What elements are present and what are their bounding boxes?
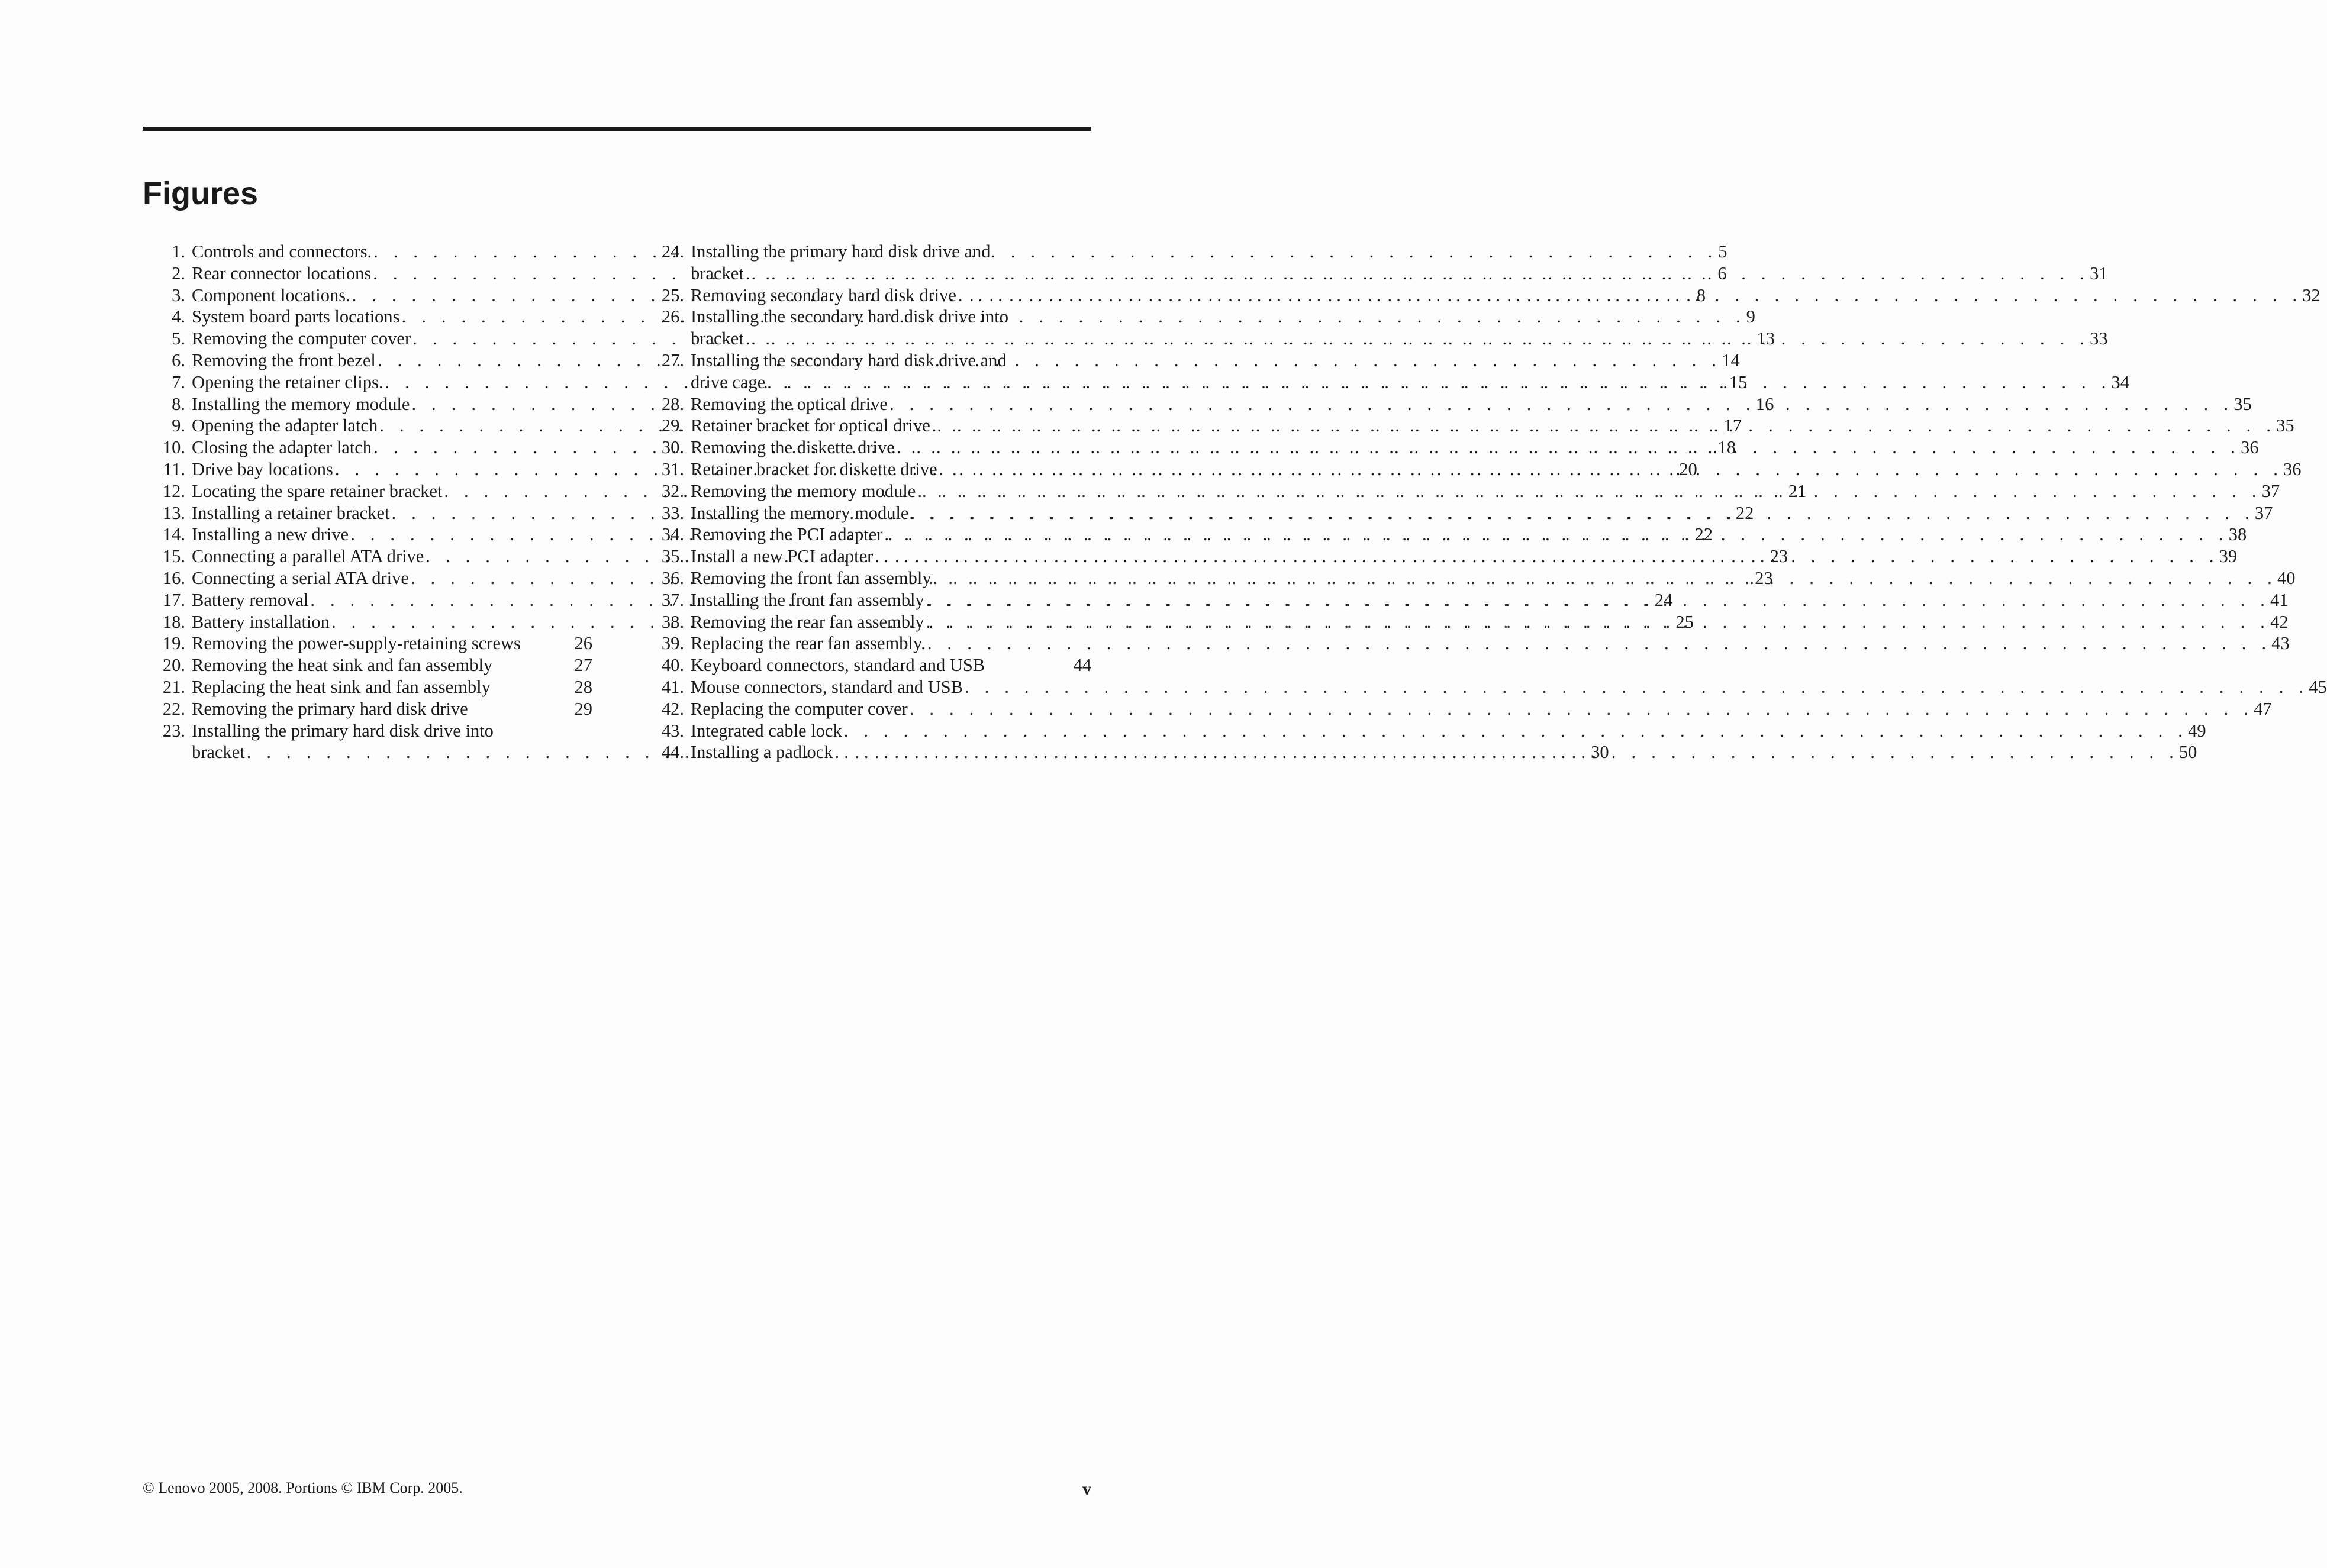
- figure-number: 31.: [661, 459, 684, 479]
- figure-page-number[interactable]: 34: [2111, 372, 2130, 392]
- figure-title-line: [691, 480, 2280, 502]
- dot-leader: [888, 393, 2233, 415]
- dot-leader: [895, 437, 2241, 459]
- figure-title: Installing the memory module: [192, 393, 410, 414]
- figure-title: Installing the secondary hard disk drive and: [691, 350, 1007, 370]
- figure-number: 7.: [172, 372, 185, 392]
- figure-number: 42.: [661, 698, 684, 719]
- figure-title: Closing the adapter latch: [192, 437, 372, 458]
- figure-title: Integrated cable lock: [691, 720, 842, 741]
- figure-page-number[interactable]: 44: [1073, 655, 1091, 676]
- figure-page-number[interactable]: 17: [1723, 415, 1742, 436]
- page-number: v: [1082, 1479, 1091, 1499]
- figure-page-number[interactable]: 26: [574, 633, 592, 654]
- figure-number: 28.: [661, 393, 684, 414]
- figure-number: 10.: [162, 437, 185, 458]
- figure-number: 18.: [162, 611, 185, 632]
- figure-title: Retainer bracket for diskette drive: [691, 459, 937, 479]
- figure-page-number[interactable]: 43: [2271, 633, 2290, 654]
- figure-number: 39.: [661, 633, 684, 654]
- figure-title: Removing the front bezel: [192, 350, 376, 370]
- figure-number: 41.: [661, 676, 684, 697]
- figure-entry-body: [185, 654, 592, 676]
- figure-title: Removing the heat sink and fan assembly: [192, 655, 493, 676]
- figure-entry-body: [684, 524, 2247, 546]
- figure-title: Removing the rear fan assembly: [691, 611, 924, 632]
- figure-number: 1.: [172, 241, 185, 262]
- dot-leader: [744, 328, 2090, 350]
- dot-leader: [930, 415, 2276, 437]
- figure-page-number[interactable]: 25: [1675, 611, 1694, 632]
- figure-number: 9.: [172, 415, 185, 436]
- figure-page-number[interactable]: 23: [1755, 567, 1773, 588]
- figure-title: Installing the secondary hard disk drive into: [691, 306, 1009, 327]
- figure-number: 27.: [661, 350, 684, 370]
- figure-title-line: [691, 567, 2295, 589]
- figure-title-line: [691, 741, 2197, 763]
- figure-title: Installing the front fan assembly: [691, 589, 924, 610]
- dot-leader: [924, 589, 2270, 611]
- figure-title: Keyboard connectors, standard and USB: [691, 655, 985, 676]
- dot-leader: [916, 480, 2261, 502]
- figure-title: Rear connector locations: [192, 263, 372, 283]
- figure-page-number[interactable]: 29: [574, 698, 592, 719]
- figure-entry-body: [684, 350, 2129, 393]
- figure-number: 30.: [661, 437, 684, 458]
- figure-page-number[interactable]: 14: [1722, 350, 1740, 370]
- figure-entry-body: [185, 676, 592, 698]
- figure-number: 21.: [162, 676, 185, 697]
- dot-leader: [882, 524, 2228, 546]
- figure-title-line: [192, 654, 592, 676]
- figure-page-number[interactable]: 15: [1729, 372, 1748, 392]
- figure-title: Replacing the computer cover: [691, 698, 908, 719]
- figure-title: Removing the PCI adapter: [691, 524, 883, 545]
- figure-number: 6.: [172, 350, 185, 370]
- dot-leader: [908, 502, 2254, 524]
- figure-title: Controls and connectors.: [192, 241, 372, 262]
- figure-number: 40.: [661, 655, 684, 676]
- figure-number: 22.: [162, 698, 185, 719]
- figure-number: 24.: [661, 241, 684, 262]
- figure-number: 44.: [661, 742, 684, 763]
- figure-title: Opening the adapter latch: [192, 415, 378, 436]
- figure-page-number[interactable]: 22: [1735, 502, 1754, 523]
- figure-title-continued: bracket: [691, 263, 744, 283]
- figure-title-line: [691, 263, 2108, 285]
- figure-title: Connecting a serial ATA drive: [192, 567, 409, 588]
- figure-title-line: [691, 415, 2294, 437]
- copyright-notice: © Lenovo 2005, 2008. Portions © IBM Corp. 2005.: [143, 1479, 463, 1496]
- figure-title-line: [691, 437, 2259, 459]
- figure-title-line: [691, 350, 2129, 372]
- figure-page-number[interactable]: 21: [1788, 480, 1807, 501]
- figure-page-number[interactable]: 47: [2254, 698, 2272, 719]
- dot-leader: [744, 263, 2090, 285]
- figure-entry-body: [684, 611, 2289, 633]
- dot-leader: [932, 567, 2277, 589]
- figure-entry-body: [684, 241, 2108, 285]
- figure-title: Mouse connectors, standard and USB: [691, 676, 963, 697]
- figure-number: 38.: [661, 611, 684, 632]
- figure-entry-body: [684, 437, 2259, 459]
- figure-entry-body: [684, 698, 2272, 720]
- figure-title-line: [691, 633, 2290, 654]
- top-rule: [143, 127, 1091, 131]
- dot-leader: [833, 741, 2179, 763]
- figure-page-number[interactable]: 50: [2178, 742, 2197, 763]
- figure-number: 5.: [172, 328, 185, 349]
- figure-number: 29.: [661, 415, 684, 436]
- figure-page-number[interactable]: 37: [2254, 502, 2273, 523]
- figure-number: 11.: [163, 459, 185, 479]
- figure-entry[interactable]: [143, 698, 592, 720]
- dot-leader: [842, 720, 2188, 742]
- figure-page-number[interactable]: 27: [574, 655, 592, 676]
- figure-title: Opening the retainer clips.: [192, 372, 383, 392]
- figure-title: Removing the computer cover: [192, 328, 411, 349]
- dot-leader: [937, 459, 2283, 480]
- figure-title: Removing the front fan assembly: [691, 567, 932, 588]
- figure-entry-body: [684, 633, 2290, 654]
- figure-number: 37.: [661, 589, 684, 610]
- figure-entry[interactable]: [642, 633, 2290, 654]
- figure-title: Installing the primary hard disk drive into: [192, 720, 494, 741]
- dot-leader: [765, 372, 2111, 393]
- figure-entry-body: [684, 567, 2295, 589]
- dot-leader: [956, 285, 2302, 306]
- figure-entry[interactable]: [642, 698, 2272, 720]
- figure-entry-body: [684, 546, 2237, 567]
- figure-page-number[interactable]: 24: [1654, 589, 1673, 610]
- figure-page-number[interactable]: 45: [2309, 676, 2327, 697]
- figure-page-number[interactable]: 23: [1770, 546, 1788, 567]
- figure-entry-body: [684, 589, 2289, 611]
- figure-title: Installing the primary hard disk drive and: [691, 241, 991, 262]
- figure-entry-body: [684, 676, 2327, 698]
- figure-number: 12.: [162, 480, 185, 501]
- figure-title: Removing the diskette drive: [691, 437, 895, 458]
- dot-leader: [521, 633, 575, 654]
- figure-entry-body: [684, 480, 2280, 502]
- figure-title: Installing a new drive: [192, 524, 349, 545]
- figure-page-number[interactable]: 41: [2270, 589, 2289, 610]
- figure-number: 19.: [162, 633, 185, 654]
- figure-page-number[interactable]: 35: [2276, 415, 2294, 436]
- figure-page-number[interactable]: 37: [2261, 480, 2280, 501]
- figure-page-number[interactable]: 35: [2233, 393, 2252, 414]
- figure-title-line: [691, 589, 2289, 611]
- figure-title: Component locations.: [192, 285, 350, 305]
- figure-entry[interactable]: [642, 676, 2327, 698]
- figure-title: Install a new PCI adapter: [691, 546, 874, 567]
- figure-entry-body: [185, 633, 592, 654]
- figure-title-line: [691, 393, 2252, 415]
- figure-title-continued: bracket: [691, 328, 744, 349]
- figure-entry-body: [684, 502, 2273, 524]
- figure-number: 25.: [661, 285, 684, 305]
- figure-page-number[interactable]: 33: [2090, 328, 2108, 349]
- figure-page-number[interactable]: 13: [1756, 328, 1775, 349]
- figure-entry[interactable]: [642, 654, 1091, 676]
- figure-number: 14.: [162, 524, 185, 545]
- figure-entry-body: [684, 741, 2197, 763]
- figure-number: 4.: [172, 306, 185, 327]
- figure-number: 15.: [162, 546, 185, 567]
- figure-title-line: [192, 676, 592, 698]
- figure-title-line: [691, 372, 2129, 393]
- figure-number: 17.: [162, 589, 185, 610]
- dot-leader: [924, 611, 2270, 633]
- dot-leader: [491, 676, 575, 698]
- figure-title-line: [192, 698, 592, 720]
- figure-page-number[interactable]: 5: [1718, 241, 1727, 262]
- figure-page-number[interactable]: 20: [1679, 459, 1697, 479]
- figure-page-number[interactable]: 28: [574, 676, 592, 697]
- figure-page-number[interactable]: 38: [2228, 524, 2247, 545]
- figure-entry-body: [684, 415, 2294, 437]
- figure-page-number[interactable]: 30: [1591, 742, 1609, 763]
- figure-title-line: [691, 241, 2108, 263]
- figure-page-number[interactable]: 40: [2277, 567, 2296, 588]
- figure-title-line: [691, 328, 2108, 350]
- figure-number: 33.: [661, 502, 684, 523]
- figure-title: Installing the memory module: [691, 502, 909, 523]
- figure-title: Removing the optical drive: [691, 393, 888, 414]
- figure-title-line: [691, 459, 2302, 480]
- figure-page-number[interactable]: 42: [2270, 611, 2289, 632]
- figure-number: 36.: [661, 567, 684, 588]
- figure-title-line: [691, 698, 2272, 720]
- figure-title: Installing a padlock: [691, 742, 833, 763]
- dot-leader: [908, 698, 2254, 720]
- figure-entry[interactable]: [642, 241, 2108, 285]
- figure-title: Battery installation: [192, 611, 330, 632]
- figure-entry-body: [684, 720, 2206, 742]
- figure-page-number[interactable]: 36: [2241, 437, 2259, 458]
- figure-page-number[interactable]: 8: [1696, 285, 1706, 305]
- figure-number: 20.: [162, 655, 185, 676]
- figure-title-continued: drive cage: [691, 372, 766, 392]
- dot-leader: [926, 633, 2271, 654]
- figure-title-line: [192, 633, 592, 654]
- page-title: Figures: [143, 176, 259, 211]
- figure-entry-body: [684, 654, 1091, 676]
- figure-title: Replacing the rear fan assembly.: [691, 633, 926, 654]
- figure-title: Drive bay locations: [192, 459, 333, 479]
- figure-page-number[interactable]: 31: [2090, 263, 2108, 283]
- figure-entry[interactable]: [143, 654, 592, 676]
- figure-title-line: [691, 654, 1091, 676]
- figure-entry[interactable]: [642, 720, 2206, 742]
- figure-number: 43.: [661, 720, 684, 741]
- figure-page-number[interactable]: 36: [2283, 459, 2302, 479]
- figure-title: Removing the power-supply-retaining screws: [192, 633, 521, 654]
- dot-leader: [873, 546, 2219, 567]
- figure-title: Removing secondary hard disk drive: [691, 285, 956, 305]
- figure-page-number[interactable]: 9: [1746, 306, 1755, 327]
- figure-title: Connecting a parallel ATA drive: [192, 546, 424, 567]
- figure-entry-body: [684, 306, 2108, 350]
- figure-number: 2.: [172, 263, 185, 283]
- figure-entry-body: [684, 393, 2252, 415]
- dot-leader: [963, 676, 2309, 698]
- figure-page-number[interactable]: 18: [1717, 437, 1736, 458]
- figure-entry-body: [684, 459, 2302, 480]
- dot-leader: [985, 654, 1073, 676]
- figure-number: 32.: [661, 480, 684, 501]
- figure-title: Installing a retainer bracket: [192, 502, 390, 523]
- figure-entry[interactable]: [642, 285, 2320, 306]
- figure-title: Removing the memory module: [691, 480, 916, 501]
- dot-leader: [492, 654, 574, 676]
- figure-title-line: [691, 611, 2289, 633]
- figure-title: Battery removal: [192, 589, 309, 610]
- figure-number: 8.: [172, 393, 185, 414]
- figure-title: Locating the spare retainer bracket: [192, 480, 443, 501]
- figure-number: 16.: [162, 567, 185, 588]
- figure-title-line: [691, 285, 2320, 306]
- figure-number: 13.: [162, 502, 185, 523]
- figure-entry[interactable]: [143, 676, 592, 698]
- figure-title-line: [691, 306, 2108, 328]
- figure-title: System board parts locations: [192, 306, 400, 327]
- figure-title-line: [691, 676, 2327, 698]
- figure-entry[interactable]: [143, 633, 592, 654]
- figure-number: 34.: [661, 524, 684, 545]
- page-footer: [143, 1480, 1091, 1498]
- figure-page-number[interactable]: 39: [2219, 546, 2238, 567]
- figure-number: 3.: [172, 285, 185, 305]
- figure-title-line: [691, 546, 2237, 567]
- figure-number: 26.: [661, 306, 684, 327]
- figure-title: Removing the primary hard disk drive: [192, 698, 468, 719]
- figure-entry-body: [684, 285, 2320, 306]
- figure-page-number[interactable]: 16: [1755, 393, 1774, 414]
- figure-page-number[interactable]: 49: [2188, 720, 2206, 741]
- figure-title-continued: bracket: [192, 742, 245, 763]
- figure-number: 23.: [162, 720, 185, 741]
- figure-title: Retainer bracket for optical drive: [691, 415, 930, 436]
- figure-page-number[interactable]: 22: [1694, 524, 1713, 545]
- figure-title-line: [691, 502, 2273, 524]
- figure-number: 35.: [661, 546, 684, 567]
- figure-entry-body: [185, 698, 592, 720]
- figure-page-number[interactable]: 6: [1717, 263, 1727, 283]
- figure-title-line: [691, 720, 2206, 742]
- figure-title-line: [691, 524, 2247, 546]
- figure-page-number[interactable]: 32: [2302, 285, 2320, 305]
- figure-title: Replacing the heat sink and fan assembly: [192, 676, 491, 697]
- dot-leader: [468, 698, 575, 720]
